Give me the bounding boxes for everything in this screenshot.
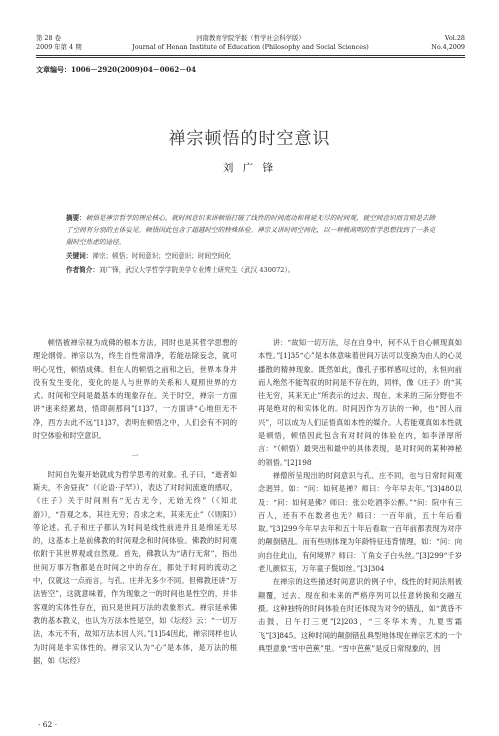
volume-label: 第 28 卷 xyxy=(36,34,61,42)
abstract-block xyxy=(66,212,438,276)
header-right xyxy=(431,34,465,51)
author-bio xyxy=(66,264,438,276)
header-left xyxy=(36,34,82,51)
body-paragraph: 在禅宗的这些描述时间意识的例子中，线性的时间法则被颠覆，过去、现在和未来的严格序列可以任意转换和交融互摄。这种独特的时间体验在时还体现为对令的错乱，如“黄昏不击鼓，日午打三更”[2]203，“三冬华木秀，九夏雪霜飞”[3]845。这种时间的颠倒错乱典型地体现在禅宗艺术的一个典型意象“雪中芭蕉”里。“雪中芭蕉”是反日常现象的，因 xyxy=(258,577,462,653)
article-title: 禅宗顿悟的时空意识 xyxy=(168,129,331,149)
journal-name-cn: 河南教育学院学报（哲学社会科学版） xyxy=(196,34,305,42)
header-rule xyxy=(36,55,465,56)
article-author: 刘 广 锋 xyxy=(222,162,277,174)
header-center xyxy=(116,34,385,51)
section-heading: 一 xyxy=(131,452,139,461)
author-bio-text: 刘广锋，武汉大学哲学学院美学专业博士研究生（武汉 430072）。 xyxy=(98,266,295,274)
keywords-text: 禅宗；顿悟；时间意识；空间意识；时间空间化 xyxy=(92,252,231,260)
body-paragraph: 顿悟被禅宗视为成佛的根本方法，同时也是其哲学思想的理论纲骨。禅宗以为，终生自性常清净，若能祛除妄念，就可明心见性，顿悟成佛。但在人的顿悟之前和之后，世界本身并没有发生变化，变化的是人与世界的关系和人观照世界的方式。时间和空间是最基本的现象存在。关于时空，禅宗一方面讲“迷来经累劫，悟即刹那间”[1]37，一方面讲“心地但无不净，西方去此不远”[1]37，表明在顿悟之中，人们会有不同的时空体验和时空意识。 xyxy=(33,338,237,441)
left-column xyxy=(33,336,237,667)
body-paragraph: 时间自先秦开始就成为哲学思考的对象。孔子曰，“逝者如斯夫，不舍昼夜”（《论语·子罕》），表达了对时间流逝的感叹，《庄子》关于时间则有“无古无今，无始无终”（《知北游》），“吾观之本，其往无穷；吾求之末，其来无止”（《则阳》）等论述。孔子和庄子都认为时间是线性前进并且是绵延无尽的，这基本上是前佛教的时间观念和时间体验。佛教的时间观依附于其世界观或自然观。首先，佛教认为“诸行无常”，指出世间万事万物都是在时间之中的存在，都处于时间的流动之中，仅就这一点而言，与孔、庄并无多少不同。但佛教还讲“万法皆空”，这就意味着，作为现象之一的时间也是性空的，并非客观的实体性存在，而只是世间万法的表象形式。禅宗延承佛教的基本教义，也认为万法本性是空，如《坛经》云：“一切万法，本元不有，故知万法本因人兴。”[1]54因此，禅宗同样也认为时间是非实体性的。禅宗又认为“心”是本体，是万法的根据，如《坛经》 xyxy=(33,469,237,665)
body-paragraph: 讲：“故知一切万法，尽在自身中，何不从于自心顿现真如本性。”[1]35“心”是本体意味着世间万法可以变换为由人的心灵播散的精神现象。既然如此，像孔子那样感叹过的，永恒向前而人绝然不能驾驭的时间是不存在的，同样，像《庄子》的“其往无穷，其来无止”所表示的过去、现在、未来的三际分野也不再是绝对的和实体化的。时间因作为万法的一种，也“因人而兴”，可以成为人们证悟真如本性的媒介。人若能观真如本性就是顿悟，顿悟因此包含有对时间的体验在内，如李泽厚所言：“（顿悟）最突出和最中的具体表现，是对时间的某种神秘的领悟。”[2]198 xyxy=(258,338,462,467)
keywords-label: 关键词： xyxy=(66,252,93,260)
keywords xyxy=(66,250,438,262)
abstract xyxy=(66,212,438,248)
abstract-text: 顿悟是禅宗哲学的理论核心，就时间意识来讲顿悟打破了线性的时间流动和将延无尽的时间观，就空间意识而言则是去除了空间有分别的主体妄见。顿悟因此包含了超越时空的特殊体验。禅宗又讲时间空间化，以一种极高明的哲学思想找到了一条克服时空焦虑的途径。 xyxy=(66,214,436,246)
author-bio-label: 作者简介： xyxy=(66,266,99,274)
article-number: 文章编号：1006－2920(2009)04－0062－04 xyxy=(36,65,197,74)
header-rule-thin xyxy=(36,57,465,58)
body-paragraph: 禅僧所呈现出的时间意识与孔、庄不同，也与日常时间观念迥异。如：“问：如何是禅？师曰：今年早去年。”[3]480以及：“问：如何是佛？师曰：张公吃酒李公醉。”“问：院中有三百人，还有不在数者也无？师曰：一百年前，五十年后看取。”[3]299今年早去年和五十年后看取一百年前都表现为对序的颠倒错乱。而有些则体现为年龄特征违背情理，如：“问：向向自住此山，有何境界？师曰：丫角女子白头丝。”[3]299“千岁老儿颜似玉，万年童子鬓如丝。”[3]304 xyxy=(258,470,462,574)
right-column xyxy=(258,336,462,655)
abstract-label: 摘要： xyxy=(66,214,86,222)
issue-label-en: No.4,2009 xyxy=(431,42,465,51)
volume-label-en: Vol.28 xyxy=(444,34,465,42)
issue-label: 2009 年第 4 期 xyxy=(36,42,82,51)
page-number: · 62 · xyxy=(38,720,58,729)
journal-name-en: Journal of Henan Institute of Education (Philosophy and Social Sciences) xyxy=(132,42,369,51)
